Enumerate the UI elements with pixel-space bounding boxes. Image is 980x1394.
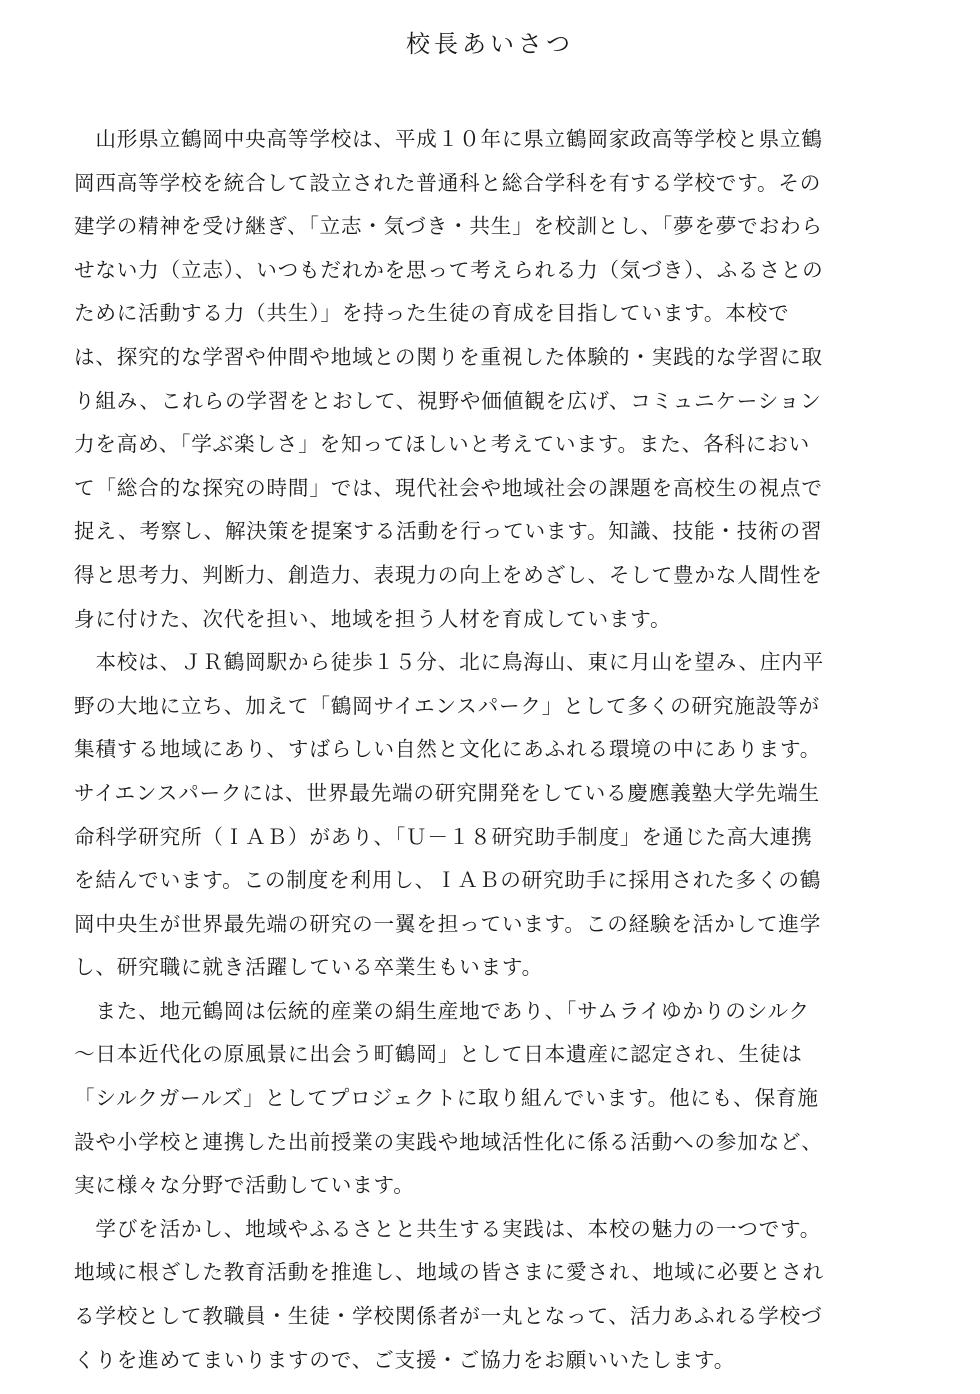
text-line: 本校は、ＪＲ鶴岡駅から徒歩１５分、北に鳥海山、東に月山を望み、庄内平	[74, 650, 825, 675]
text-line: 岡西高等学校を統合して設立された普通科と総合学科を有する学校です。その	[74, 170, 822, 195]
text-line: 山形県立鶴岡中央高等学校は、平成１０年に県立鶴岡家政高等学校と県立鶴	[74, 127, 823, 151]
text-line: は、探究的な学習や仲間や地域との関りを重視した体験的・実践的な学習に取	[74, 344, 823, 369]
text-line: また、地元鶴岡は伝統的産業の絹生産地であり、「サムライゆかりのシルク	[74, 998, 810, 1023]
text-line: 「シルクガールズ」としてプロジェクトに取り組んでいます。他にも、保育施	[74, 1086, 819, 1111]
text-line: 設や小学校と連携した出前授業の実践や地域活性化に係る活動への参加など、	[74, 1129, 823, 1154]
text-line: ～日本近代化の原風景に出会う町鶴岡」として日本遺産に認定され、生徒は	[74, 1042, 803, 1067]
text-line: 集積する地域にあり、すばらしい自然と文化にあふれる環境の中にあります。	[74, 737, 822, 762]
text-line: 野の大地に立ち、加えて「鶴岡サイエンスパーク」として多くの研究施設等が	[74, 693, 820, 718]
text-line: 地域に根ざした教育活動を推進し、地域の皆さまに愛され、地域に必要とされ	[74, 1260, 825, 1285]
text-line: 身に付けた、次代を担い、地域を担う人材を育成しています。	[74, 606, 672, 631]
text-line: 力を高め、「学ぶ楽しさ」を知ってほしいと考えています。また、各科におい	[74, 432, 811, 457]
text-line: サイエンスパークには、世界最先端の研究開発をしている慶應義塾大学先端生	[74, 780, 820, 805]
text-line: 命科学研究所（ＩＡＢ）があり、「Ｕ－１８研究助手制度」を通じた高大連携	[74, 824, 813, 849]
text-line: ために活動する力（共生）」を持った生徒の育成を目指しています。本校で	[74, 301, 790, 326]
text-line: せない力（立志）、いつもだれかを思って考えられる力（気づき）、ふるさとの	[74, 257, 824, 282]
greeting-body	[74, 118, 910, 1382]
page-title: 校長あいさつ	[406, 30, 574, 58]
text-line: 捉え、考察し、解決策を提案する活動を行っています。知識、技能・技術の習	[74, 519, 823, 544]
text-line: 岡中央生が世界最先端の研究の一翼を担っています。この経験を活かして進学	[74, 911, 822, 936]
text-line: し、研究職に就き活躍している卒業生もいます。	[74, 955, 544, 980]
text-line: 実に様々な分野で活動しています。	[74, 1173, 415, 1198]
text-line: て「総合的な探究の時間」では、現代社会や地域社会の課題を高校生の視点で	[74, 475, 823, 500]
text-line: る学校として教職員・生徒・学校関係者が一丸となって、活力あふれる学校づ	[74, 1304, 823, 1329]
text-line: 学びを活かし、地域やふるさとと共生する実践は、本校の魅力の一つです。	[74, 1216, 822, 1241]
text-line: 得と思考力、判断力、創造力、表現力の向上をめざし、そして豊かな人間性を	[74, 562, 823, 587]
text-line: り組み、これらの学習をとおして、視野や価値観を広げ、コミュニケーション	[74, 388, 822, 413]
text-line: くりを進めてまいりますので、ご支援・ご協力をお願いいたします。	[74, 1347, 736, 1372]
text-line: 建学の精神を受け継ぎ、「立志・気づき・共生」を校訓とし、「夢を夢でおわら	[74, 214, 823, 239]
text-line: を結んでいます。この制度を利用し、ＩＡＢの研究助手に採用された多くの鶴	[74, 868, 822, 893]
